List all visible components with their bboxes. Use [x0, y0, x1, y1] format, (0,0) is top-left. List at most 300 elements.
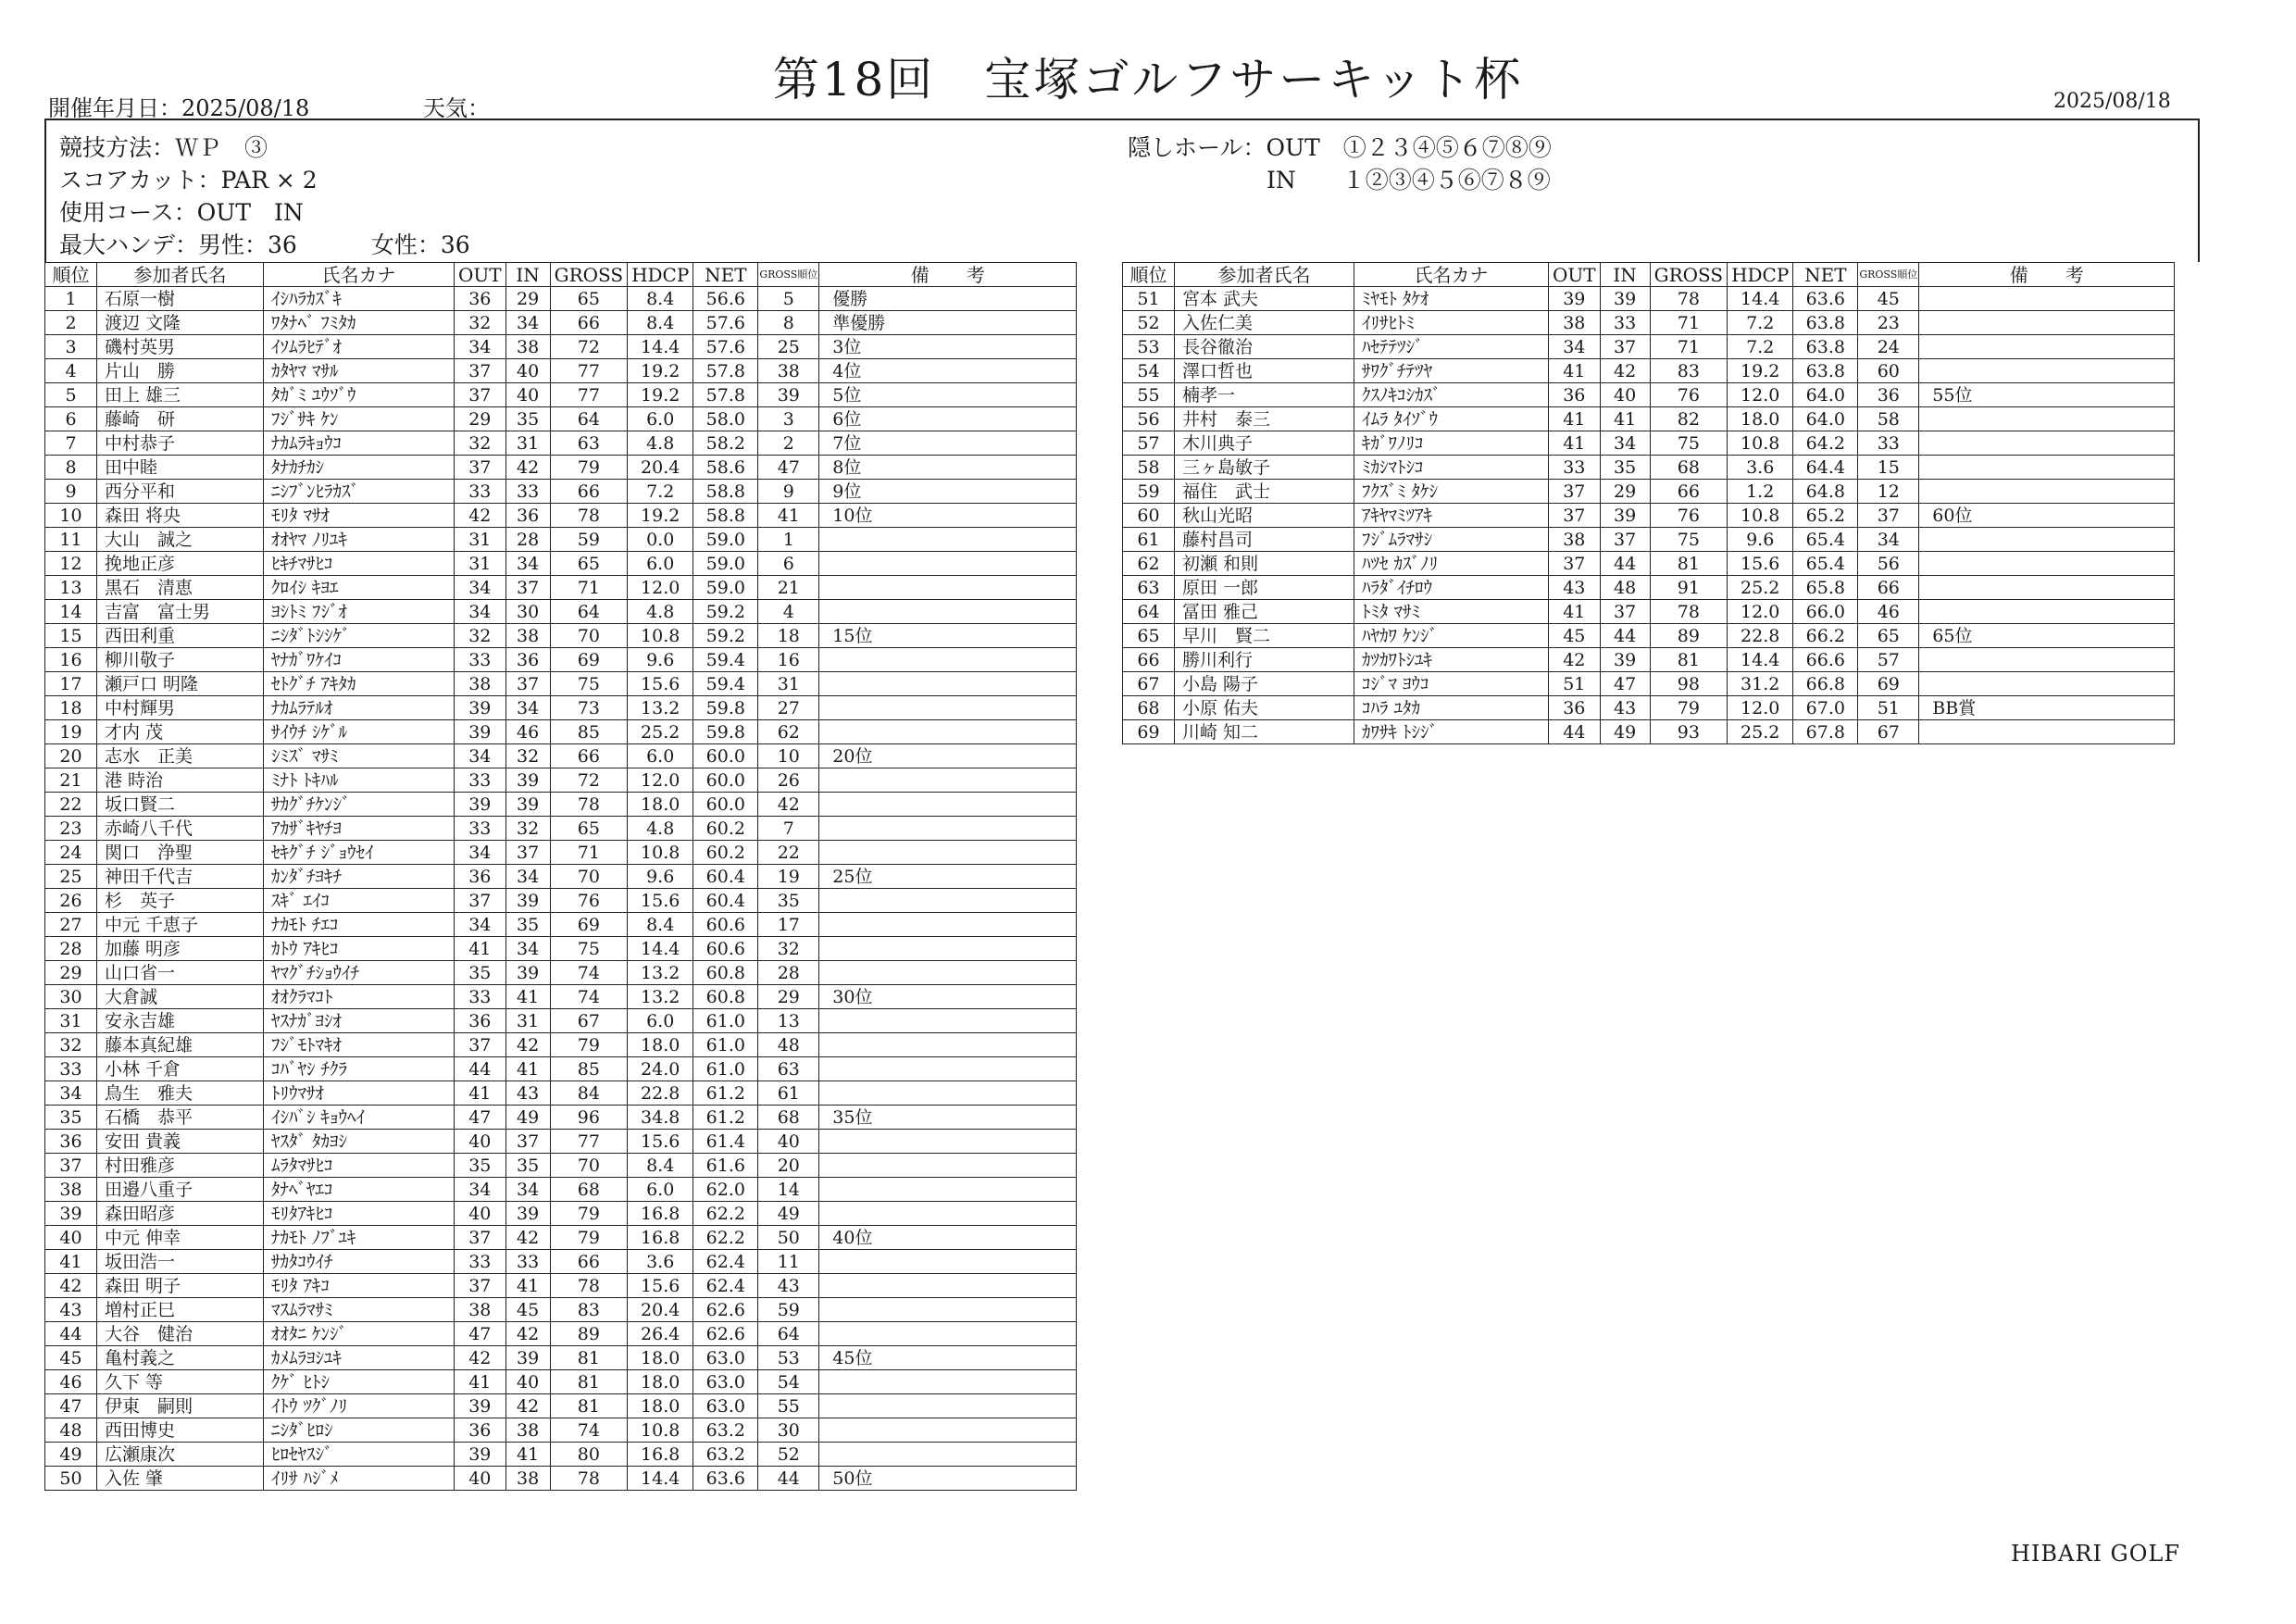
cell-name-kana: ﾀﾅｶﾁｶｼ [264, 456, 455, 480]
cell-name-kana: ｵｵﾀﾆ ｹﾝｼﾞ [264, 1322, 455, 1346]
cell-out: 33 [455, 985, 506, 1009]
cell-participant-name: 大倉誠 [97, 985, 264, 1009]
cell-participant-name: 森田 将央 [97, 504, 264, 528]
score-cut: スコアカット：PAR × 2 [59, 167, 318, 194]
cell-remarks [1919, 672, 2175, 696]
cell-gross-rank: 19 [758, 865, 819, 889]
cell-gross-rank: 34 [1858, 528, 1919, 552]
cell-net: 62.2 [693, 1202, 758, 1226]
cell-out: 39 [455, 1443, 506, 1467]
cell-out: 31 [455, 528, 506, 552]
cell-out: 42 [455, 1346, 506, 1370]
cell-hdcp: 6.0 [628, 1178, 693, 1202]
cell-rank: 68 [1123, 696, 1175, 720]
event-date: 開催年月日：2025/08/18 [48, 95, 310, 121]
cell-remarks: 8位 [819, 456, 1077, 480]
cell-gross: 78 [550, 504, 627, 528]
cell-name-kana: ﾐｶｼﾏﾄｼｺ [1354, 456, 1549, 480]
cell-gross: 77 [550, 359, 627, 383]
cell-in: 33 [1600, 311, 1650, 335]
cell-gross: 75 [1650, 528, 1727, 552]
cell-name-kana: ﾌｼﾞｻｷ ｹﾝ [264, 407, 455, 431]
cell-name-kana: ﾔｽﾀﾞ ﾀｶﾖｼ [264, 1130, 455, 1154]
cell-name-kana: ｻｲｳﾁ ｼｹﾞﾙ [264, 720, 455, 744]
cell-gross-rank: 7 [758, 817, 819, 841]
cell-remarks: 30位 [819, 985, 1077, 1009]
cell-net: 60.4 [693, 865, 758, 889]
cell-in: 41 [505, 1443, 550, 1467]
cell-gross: 66 [550, 480, 627, 504]
cell-hdcp: 18.0 [1728, 407, 1793, 431]
cell-in: 33 [505, 1250, 550, 1274]
cell-out: 33 [455, 480, 506, 504]
table-row [45, 1418, 1077, 1443]
table-row [45, 311, 1077, 335]
cell-gross-rank: 28 [758, 961, 819, 985]
table-row [1123, 672, 2175, 696]
cell-out: 40 [455, 1467, 506, 1491]
cell-hdcp: 12.0 [1728, 383, 1793, 407]
cell-rank: 59 [1123, 480, 1175, 504]
cell-hdcp: 6.0 [628, 552, 693, 576]
table-row [1123, 720, 2175, 744]
cell-name-kana: ﾊﾗﾀﾞｲﾁﾛｳ [1354, 576, 1549, 600]
cell-remarks [819, 1130, 1077, 1154]
cell-gross-rank: 22 [758, 841, 819, 865]
cell-participant-name: 小島 陽子 [1175, 672, 1354, 696]
cell-remarks [819, 937, 1077, 961]
cell-remarks [819, 552, 1077, 576]
cell-remarks [819, 913, 1077, 937]
cell-remarks [1919, 311, 2175, 335]
cell-rank: 52 [1123, 311, 1175, 335]
cell-gross-rank: 17 [758, 913, 819, 937]
col-header-hdcp: HDCP [628, 263, 693, 287]
cell-in: 37 [1600, 600, 1650, 624]
cell-out: 34 [455, 744, 506, 768]
cell-rank: 5 [45, 383, 97, 407]
cell-in: 37 [505, 1130, 550, 1154]
cell-gross-rank: 50 [758, 1226, 819, 1250]
cell-remarks: 6位 [819, 407, 1077, 431]
cell-in: 29 [1600, 480, 1650, 504]
cell-gross: 71 [1650, 311, 1727, 335]
cell-remarks: 50位 [819, 1467, 1077, 1491]
col-header-in: IN [1600, 263, 1650, 287]
cell-out: 34 [455, 335, 506, 359]
cell-rank: 57 [1123, 431, 1175, 456]
results-table-left [44, 262, 1077, 1491]
cell-participant-name: 杉 英子 [97, 889, 264, 913]
cell-hdcp: 6.0 [628, 1009, 693, 1033]
cell-remarks [819, 672, 1077, 696]
cell-gross-rank: 68 [758, 1106, 819, 1130]
cell-gross-rank: 26 [758, 768, 819, 793]
cell-participant-name: 挽地正彦 [97, 552, 264, 576]
cell-participant-name: 原田 一郎 [1175, 576, 1354, 600]
cell-net: 60.2 [693, 817, 758, 841]
cell-participant-name: 石原一樹 [97, 287, 264, 311]
cell-participant-name: 木川典子 [1175, 431, 1354, 456]
cell-out: 40 [455, 1130, 506, 1154]
cell-participant-name: 三ヶ島敏子 [1175, 456, 1354, 480]
cell-name-kana: ｶﾀﾔﾏ ﾏｻﾙ [264, 359, 455, 383]
cell-gross-rank: 48 [758, 1033, 819, 1057]
cell-hdcp: 31.2 [1728, 672, 1793, 696]
table-row [45, 1057, 1077, 1081]
cell-hdcp: 3.6 [628, 1250, 693, 1274]
cell-hdcp: 14.4 [1728, 648, 1793, 672]
cell-in: 39 [505, 1346, 550, 1370]
cell-remarks [1919, 528, 2175, 552]
cell-gross: 98 [1650, 672, 1727, 696]
cell-remarks [819, 1250, 1077, 1274]
course-used: 使用コース：OUT IN [59, 199, 304, 226]
cell-out: 45 [1549, 624, 1601, 648]
cell-remarks: 4位 [819, 359, 1077, 383]
cell-name-kana: ﾄﾐﾀ ﾏｻﾐ [1354, 600, 1549, 624]
cell-hdcp: 18.0 [628, 1394, 693, 1418]
cell-net: 59.4 [693, 672, 758, 696]
table-row [45, 431, 1077, 456]
cell-out: 29 [455, 407, 506, 431]
cell-gross: 68 [550, 1178, 627, 1202]
cell-gross: 79 [1650, 696, 1727, 720]
cell-gross: 64 [550, 407, 627, 431]
table-row [45, 456, 1077, 480]
cell-rank: 58 [1123, 456, 1175, 480]
cell-out: 37 [455, 456, 506, 480]
cell-in: 36 [505, 648, 550, 672]
event-header [48, 90, 490, 122]
cell-out: 36 [455, 865, 506, 889]
cell-in: 49 [505, 1106, 550, 1130]
cell-gross: 82 [1650, 407, 1727, 431]
cell-gross: 66 [550, 311, 627, 335]
cell-hdcp: 9.6 [628, 648, 693, 672]
cell-name-kana: ｲｼﾊﾗｶｽﾞｷ [264, 287, 455, 311]
cell-net: 63.2 [693, 1418, 758, 1443]
cell-remarks: 10位 [819, 504, 1077, 528]
cell-in: 38 [505, 1418, 550, 1443]
cell-gross: 71 [550, 841, 627, 865]
cell-rank: 30 [45, 985, 97, 1009]
footer-brand: HIBARI GOLF [2011, 1541, 2180, 1567]
cell-net: 59.2 [693, 600, 758, 624]
cell-gross: 81 [1650, 648, 1727, 672]
cell-rank: 42 [45, 1274, 97, 1298]
table-row [45, 600, 1077, 624]
cell-participant-name: 中村輝男 [97, 696, 264, 720]
competition-info [44, 119, 2200, 262]
cell-net: 61.0 [693, 1033, 758, 1057]
cell-participant-name: 才内 茂 [97, 720, 264, 744]
cell-in: 40 [505, 383, 550, 407]
cell-rank: 16 [45, 648, 97, 672]
cell-participant-name: 冨田 雅己 [1175, 600, 1354, 624]
cell-hdcp: 12.0 [628, 576, 693, 600]
cell-in: 37 [505, 841, 550, 865]
cell-net: 56.6 [693, 287, 758, 311]
cell-out: 41 [1549, 431, 1601, 456]
cell-rank: 13 [45, 576, 97, 600]
cell-net: 66.0 [1793, 600, 1858, 624]
cell-participant-name: 吉富 富士男 [97, 600, 264, 624]
cell-net: 65.2 [1793, 504, 1858, 528]
cell-gross: 72 [550, 768, 627, 793]
cell-out: 35 [455, 961, 506, 985]
cell-gross-rank: 55 [758, 1394, 819, 1418]
cell-hdcp: 26.4 [628, 1322, 693, 1346]
cell-name-kana: ﾐﾅﾄ ﾄｷﾊﾙ [264, 768, 455, 793]
cell-net: 61.6 [693, 1154, 758, 1178]
cell-net: 60.2 [693, 841, 758, 865]
cell-participant-name: 藤村昌司 [1175, 528, 1354, 552]
cell-hdcp: 22.8 [628, 1081, 693, 1106]
cell-in: 34 [505, 696, 550, 720]
col-header-remarks: 備 考 [819, 263, 1077, 287]
cell-name-kana: ｱｶｻﾞｷﾔﾁﾖ [264, 817, 455, 841]
cell-net: 60.6 [693, 937, 758, 961]
cell-rank: 67 [1123, 672, 1175, 696]
table-row [45, 696, 1077, 720]
cell-participant-name: 宮本 武夫 [1175, 287, 1354, 311]
cell-name-kana: ｵｵｸﾗﾏｺﾄ [264, 985, 455, 1009]
cell-name-kana: ｺｼﾞﾏ ﾖｳｺ [1354, 672, 1549, 696]
cell-gross-rank: 63 [758, 1057, 819, 1081]
cell-hdcp: 19.2 [628, 383, 693, 407]
cell-net: 65.4 [1793, 552, 1858, 576]
cell-rank: 28 [45, 937, 97, 961]
cell-remarks [1919, 552, 2175, 576]
cell-remarks [1919, 576, 2175, 600]
cell-in: 35 [1600, 456, 1650, 480]
cell-name-kana: ｾｷｸﾞﾁ ｼﾞｮｳｾｲ [264, 841, 455, 865]
cell-out: 37 [455, 383, 506, 407]
cell-out: 32 [455, 431, 506, 456]
cell-participant-name: 坂田浩一 [97, 1250, 264, 1274]
cell-participant-name: 森田 明子 [97, 1274, 264, 1298]
cell-participant-name: 小原 佑夫 [1175, 696, 1354, 720]
cell-rank: 10 [45, 504, 97, 528]
cell-hdcp: 14.4 [628, 335, 693, 359]
print-date: 2025/08/18 [2053, 90, 2171, 113]
cell-rank: 11 [45, 528, 97, 552]
table-row [1123, 696, 2175, 720]
cell-hdcp: 16.8 [628, 1443, 693, 1467]
cell-in: 34 [1600, 431, 1650, 456]
cell-rank: 27 [45, 913, 97, 937]
cell-participant-name: 久下 等 [97, 1370, 264, 1394]
table-row [45, 817, 1077, 841]
cell-gross-rank: 33 [1858, 431, 1919, 456]
cell-in: 34 [505, 552, 550, 576]
cell-out: 33 [1549, 456, 1601, 480]
table-row [45, 1322, 1077, 1346]
cell-gross: 69 [550, 913, 627, 937]
cell-rank: 17 [45, 672, 97, 696]
max-handicap-women: 女性：36 [370, 231, 470, 258]
cell-participant-name: 関口 浄聖 [97, 841, 264, 865]
table-row [45, 1130, 1077, 1154]
cell-net: 67.0 [1793, 696, 1858, 720]
cell-remarks: 20位 [819, 744, 1077, 768]
cell-net: 58.2 [693, 431, 758, 456]
cell-remarks [819, 528, 1077, 552]
cell-out: 41 [455, 1370, 506, 1394]
cell-remarks [1919, 407, 2175, 431]
cell-remarks [819, 1274, 1077, 1298]
cell-participant-name: 小林 千倉 [97, 1057, 264, 1081]
cell-gross: 66 [550, 1250, 627, 1274]
cell-out: 41 [455, 937, 506, 961]
cell-rank: 31 [45, 1009, 97, 1033]
cell-net: 63.0 [693, 1346, 758, 1370]
table-row [1123, 504, 2175, 528]
cell-participant-name: 赤崎八千代 [97, 817, 264, 841]
cell-rank: 41 [45, 1250, 97, 1274]
cell-participant-name: 亀村義之 [97, 1346, 264, 1370]
cell-remarks [1919, 431, 2175, 456]
table-row [1123, 576, 2175, 600]
cell-hdcp: 7.2 [1728, 311, 1793, 335]
cell-gross: 63 [550, 431, 627, 456]
cell-gross-rank: 45 [1858, 287, 1919, 311]
cell-remarks: 45位 [819, 1346, 1077, 1370]
cell-rank: 29 [45, 961, 97, 985]
cell-gross-rank: 58 [1858, 407, 1919, 431]
cell-remarks [819, 1178, 1077, 1202]
cell-rank: 7 [45, 431, 97, 456]
cell-participant-name: 西分平和 [97, 480, 264, 504]
cell-remarks [819, 720, 1077, 744]
cell-in: 37 [1600, 528, 1650, 552]
table-row [45, 480, 1077, 504]
cell-remarks: 25位 [819, 865, 1077, 889]
cell-in: 44 [1600, 552, 1650, 576]
cell-gross-rank: 23 [1858, 311, 1919, 335]
cell-name-kana: ｶﾒﾑﾗﾖｼﾕｷ [264, 1346, 455, 1370]
cell-remarks [819, 600, 1077, 624]
cell-participant-name: 村田雅彦 [97, 1154, 264, 1178]
cell-gross: 75 [1650, 431, 1727, 456]
col-header-net: NET [693, 263, 758, 287]
cell-rank: 56 [1123, 407, 1175, 431]
cell-out: 33 [455, 648, 506, 672]
cell-gross-rank: 52 [758, 1443, 819, 1467]
cell-gross: 77 [550, 383, 627, 407]
cell-in: 39 [505, 961, 550, 985]
col-header-out: OUT [1549, 263, 1601, 287]
cell-participant-name: 坂口賢二 [97, 793, 264, 817]
cell-gross-rank: 56 [1858, 552, 1919, 576]
cell-name-kana: ﾅｶﾓﾄ ﾁｴｺ [264, 913, 455, 937]
cell-net: 62.0 [693, 1178, 758, 1202]
cell-rank: 54 [1123, 359, 1175, 383]
table-row [45, 1178, 1077, 1202]
cell-out: 37 [1549, 552, 1601, 576]
cell-hdcp: 15.6 [1728, 552, 1793, 576]
cell-out: 37 [455, 359, 506, 383]
cell-participant-name: 川崎 知二 [1175, 720, 1354, 744]
cell-hdcp: 19.2 [628, 504, 693, 528]
cell-name-kana: ﾓﾘﾀ ｱｷｺ [264, 1274, 455, 1298]
cell-gross-rank: 54 [758, 1370, 819, 1394]
cell-net: 60.0 [693, 793, 758, 817]
cell-remarks [819, 1202, 1077, 1226]
cell-gross-rank: 67 [1858, 720, 1919, 744]
cell-gross: 74 [550, 985, 627, 1009]
cell-out: 44 [1549, 720, 1601, 744]
cell-gross-rank: 24 [1858, 335, 1919, 359]
cell-hdcp: 12.0 [1728, 600, 1793, 624]
cell-hdcp: 20.4 [628, 1298, 693, 1322]
cell-gross: 74 [550, 961, 627, 985]
cell-hdcp: 8.4 [628, 913, 693, 937]
cell-net: 61.2 [693, 1106, 758, 1130]
cell-participant-name: 田邉八重子 [97, 1178, 264, 1202]
max-handicap [59, 227, 470, 260]
cell-participant-name: 安田 貴義 [97, 1130, 264, 1154]
cell-in: 30 [505, 600, 550, 624]
cell-in: 39 [1600, 648, 1650, 672]
cell-gross-rank: 66 [1858, 576, 1919, 600]
cell-hdcp: 3.6 [1728, 456, 1793, 480]
cell-participant-name: 中元 伸幸 [97, 1226, 264, 1250]
cell-participant-name: 福住 武士 [1175, 480, 1354, 504]
cell-gross: 73 [550, 696, 627, 720]
cell-name-kana: ﾅｶﾑﾗﾃﾙｵ [264, 696, 455, 720]
cell-hdcp: 24.0 [628, 1057, 693, 1081]
cell-rank: 9 [45, 480, 97, 504]
cell-hdcp: 9.6 [1728, 528, 1793, 552]
table-row [45, 407, 1077, 431]
cell-remarks [819, 889, 1077, 913]
cell-gross-rank: 27 [758, 696, 819, 720]
cell-gross: 81 [550, 1370, 627, 1394]
table-row [45, 504, 1077, 528]
cell-name-kana: ｸﾛｲｼ ｷﾖｴ [264, 576, 455, 600]
cell-in: 44 [1600, 624, 1650, 648]
cell-gross: 89 [1650, 624, 1727, 648]
cell-in: 42 [505, 1322, 550, 1346]
cell-participant-name: 片山 勝 [97, 359, 264, 383]
cell-rank: 45 [45, 1346, 97, 1370]
cell-net: 59.8 [693, 696, 758, 720]
cell-out: 38 [455, 672, 506, 696]
table-row [45, 1467, 1077, 1491]
cell-net: 60.8 [693, 961, 758, 985]
col-header-gross: GROSS [1650, 263, 1727, 287]
cell-in: 28 [505, 528, 550, 552]
cell-participant-name: 楠孝一 [1175, 383, 1354, 407]
table-row [45, 359, 1077, 383]
cell-in: 34 [505, 311, 550, 335]
cell-gross-rank: 51 [1858, 696, 1919, 720]
cell-name-kana: ｲｿﾑﾗﾋﾃﾞｵ [264, 335, 455, 359]
table-row [45, 768, 1077, 793]
table-row [1123, 335, 2175, 359]
table-row [45, 865, 1077, 889]
col-header-participant-name: 参加者氏名 [1175, 263, 1354, 287]
cell-hdcp: 14.4 [628, 937, 693, 961]
cell-net: 59.4 [693, 648, 758, 672]
cell-gross: 71 [550, 576, 627, 600]
weather-label: 天気： [422, 95, 490, 121]
cell-remarks: 15位 [819, 624, 1077, 648]
cell-name-kana: ﾔﾏｸﾞﾁｼｮｳｲﾁ [264, 961, 455, 985]
cell-gross-rank: 36 [1858, 383, 1919, 407]
